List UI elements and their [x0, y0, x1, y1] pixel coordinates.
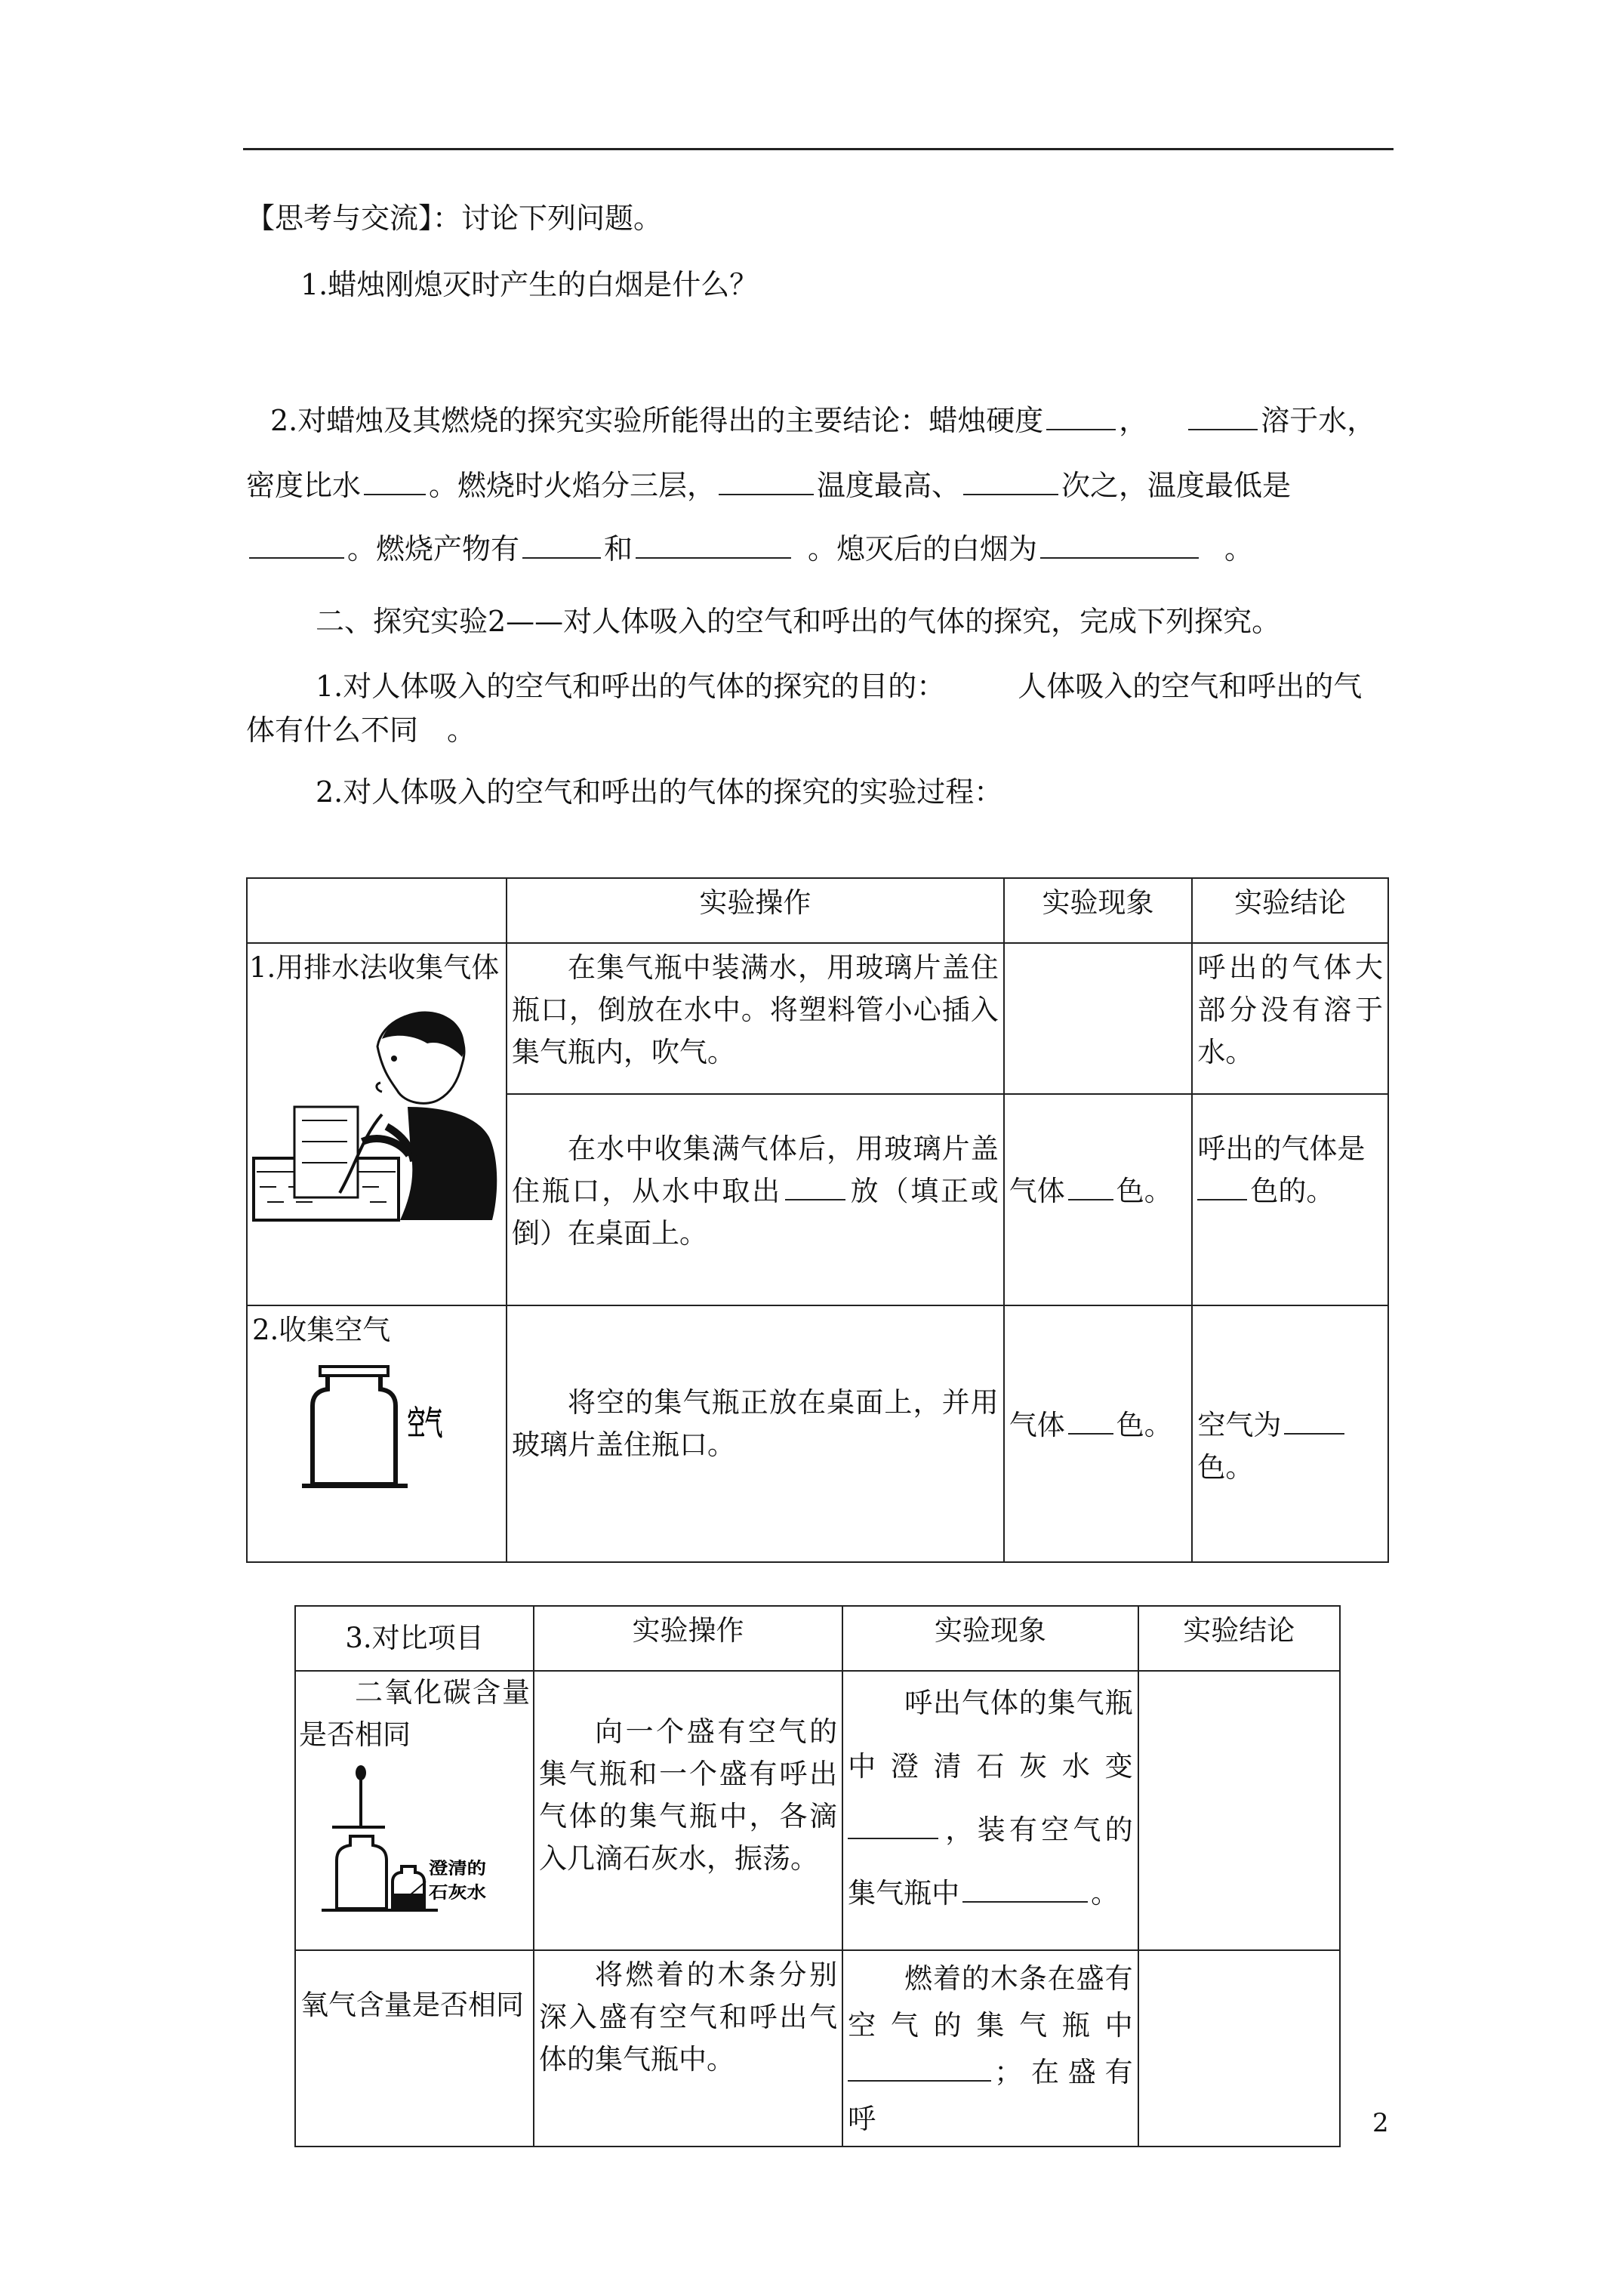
table-2-header-phenomenon: 实验现象: [842, 1606, 1138, 1671]
table-2-row-1-label: 二氧化碳含量是否相同: [299, 1676, 530, 1751]
table-2-row-2-operation: 将燃着的木条分别深入盛有空气和呼出气体的集气瓶中。: [534, 1950, 842, 2147]
table-1-row-1-operation-1: 在集气瓶中装满水，用玻璃片盖住瓶口，倒放在水中。将塑料管小心插入集气瓶内，吹气。: [507, 943, 1004, 1094]
table-1-row-1-conclusion-2: 呼出的气体是 色的。: [1192, 1094, 1388, 1305]
table-1-row-1-operation-2: 在水中收集满气体后，用玻璃片盖住瓶口，从水中取出 放（填正或倒）在桌面上。: [507, 1094, 1004, 1305]
table-1-row-2-conclusion: 空气为色。: [1192, 1305, 1388, 1562]
table-row: [247, 1305, 1388, 1562]
table-1-header-empty: [247, 878, 507, 943]
limewater-dropper-illustration: [299, 1761, 525, 1912]
table-1-row-2-label-cell: [247, 1305, 507, 1562]
part-2-title: 二、探究实验2——对人体吸入的空气和呼出的气体的探究，完成下列探究。: [316, 605, 1281, 638]
header-rule: [243, 148, 1394, 150]
table-1-row-2-label: 2.收集空气: [252, 1314, 391, 1346]
experiment-table-2: [294, 1605, 1341, 2147]
table-1-row-1-label-cell: [247, 943, 507, 1305]
table-2-header-conclusion: 实验结论: [1138, 1606, 1340, 1671]
table-1-row-2-operation: 将空的集气瓶正放在桌面上，并用玻璃片盖住瓶口。: [507, 1305, 1004, 1562]
section-heading: 【思考与交流】：讨论下列问题。: [246, 202, 663, 235]
table-2-header-row: [295, 1606, 1340, 1671]
limewater-label-line-1: 澄清的: [429, 1860, 479, 1878]
table-2-row-1-conclusion: [1138, 1671, 1340, 1950]
table-2-header-item: 3.对比项目: [295, 1606, 534, 1671]
table-2-row-1-phenomenon: 呼出气体的集气瓶中澄清石灰水变，装有空气的集气瓶中 。: [842, 1671, 1138, 1950]
table-2-row-2-conclusion: [1138, 1950, 1340, 2147]
table-2-row-1-operation: 向一个盛有空气的集气瓶和一个盛有呼出气体的集气瓶中，各滴入几滴石灰水，振荡。: [534, 1671, 842, 1950]
limewater-label-line-2: 石灰水: [429, 1884, 479, 1903]
experiment-table-1: [246, 877, 1389, 1563]
table-1-row-1-phenomenon-2: 气体 色。: [1004, 1094, 1193, 1305]
table-row: [295, 1950, 1340, 2147]
page-number: 2: [1372, 2108, 1389, 2138]
table-1-header-row: [247, 878, 1388, 943]
table-2-row-1-label-cell: [295, 1671, 534, 1950]
air-gas-bottle-illustration: [252, 1356, 501, 1507]
purpose-line-1: 1.对人体吸入的空气和呼出的气体的探究的目的： 人体吸入的空气和呼出的气: [316, 670, 1363, 703]
table-2-row-2-phenomenon: 燃着的木条在盛有空气的集气瓶中；在盛有呼: [842, 1950, 1138, 2147]
table-row: [247, 943, 1388, 1094]
table-1-row-1-phenomenon-1: [1004, 943, 1193, 1094]
table-1-header-phenomenon: 实验现象: [1004, 878, 1193, 943]
table-row: [295, 1671, 1340, 1950]
question-2-line-1: 2.对蜡烛及其燃烧的探究实验所能得出的主要结论：蜡烛硬度 ， 溶于水，: [270, 404, 1376, 437]
question-2-line-2: 密度比水 。燃烧时火焰分三层， 温度最高、 次之，温度最低是: [246, 469, 1292, 502]
table-1-header-operation: 实验操作: [507, 878, 1004, 943]
air-label: 空气: [408, 1404, 442, 1443]
table-1-row-1-label: 1.用排水法收集气体: [249, 951, 500, 984]
table-1-header-conclusion: 实验结论: [1192, 878, 1388, 943]
table-2-header-operation: 实验操作: [534, 1606, 842, 1671]
person-blowing-into-bottle-illustration: [249, 994, 503, 1228]
table-1-row-2-phenomenon: 气体 色。: [1004, 1305, 1193, 1562]
table-1-row-1-conclusion-1: 呼出的气体大部分没有溶于水。: [1192, 943, 1388, 1094]
question-1: 1.蜡烛刚熄灭时产生的白烟是什么？: [300, 268, 759, 301]
table-2-row-2-label: 氧气含量是否相同: [295, 1950, 534, 2147]
process-title: 2.对人体吸入的空气和呼出的气体的探究的实验过程：: [316, 775, 1003, 809]
purpose-line-2: 体有什么不同 。: [246, 713, 476, 747]
question-2-line-3: 。燃烧产物有 和 。熄灭后的白烟为 。: [246, 529, 1253, 569]
